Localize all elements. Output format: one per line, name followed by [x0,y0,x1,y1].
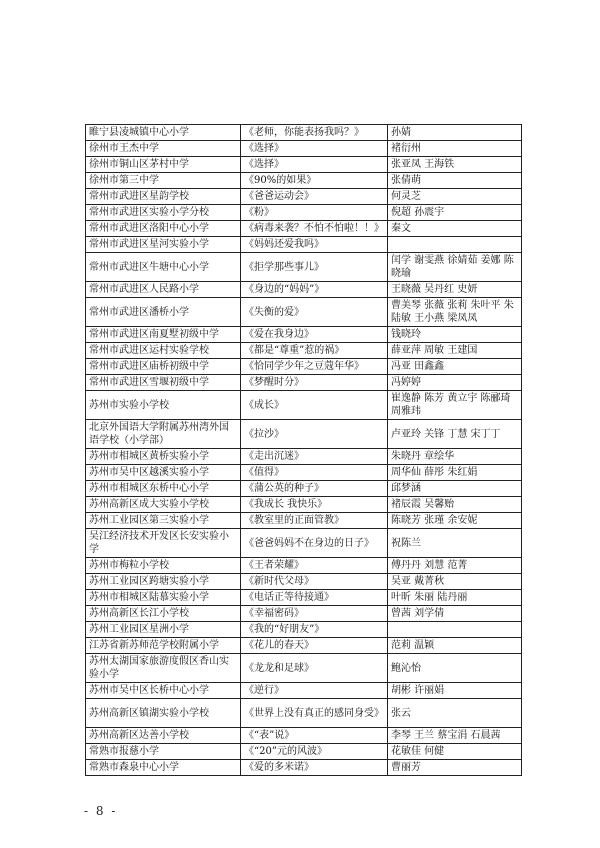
work-title-cell: 《失衡的爱》 [241,298,388,327]
work-title-cell: 《龙龙和足球》 [241,654,388,683]
work-title-cell: 《选择》 [241,157,388,173]
work-title-cell: 《世界上没有真正的感同身受》 [241,699,388,728]
table-row [86,221,522,237]
table-row [86,654,522,683]
work-title-cell: 《电话正等待接通》 [241,590,388,606]
table-row [86,391,522,420]
school-cell: 常州市武进区雪堰初级中学 [86,375,241,391]
table-row [86,590,522,606]
school-cell: 苏州高新区成大实验小学校 [86,497,241,513]
school-cell: 常州市武进区洛阳中心小学 [86,221,241,237]
authors-cell: 冯亚 田鑫鑫 [388,359,522,375]
table-row [86,173,522,189]
table-row [86,125,522,141]
authors-cell: 张云 [388,699,522,728]
table-row [86,157,522,173]
table-row [86,327,522,343]
table-row [86,465,522,481]
school-cell: 常熟市报慈小学 [86,744,241,760]
authors-cell: 周华仙 薛彤 朱红娟 [388,465,522,481]
school-cell: 常熟市森泉中心小学 [86,760,241,776]
authors-cell: 叶昕 朱丽 陆丹丽 [388,590,522,606]
school-cell: 苏州工业园区星洲小学 [86,622,241,638]
table-row [86,574,522,590]
table-row [86,513,522,529]
authors-cell: 秦文 [388,221,522,237]
school-cell: 苏州高新区长江小学校 [86,606,241,622]
work-title-cell: 《我的“好朋友”》 [241,622,388,638]
table-row [86,744,522,760]
authors-cell [388,622,522,638]
work-title-cell: 《拒学那些事儿》 [241,253,388,282]
school-cell: 江苏省新苏师范学校附属小学 [86,638,241,654]
school-cell: 吴江经济技术开发区长安实验小学 [86,529,241,558]
work-title-cell: 《身边的“妈妈”》 [241,282,388,298]
school-cell: 常州市武进区南夏墅初级中学 [86,327,241,343]
school-cell: 常州市武进区庙桥初级中学 [86,359,241,375]
work-title-cell: 《教室里的正面管教》 [241,513,388,529]
table-row [86,359,522,375]
school-cell: 苏州工业园区跨塘实验小学 [86,574,241,590]
school-cell: 常州市武进区星河实验小学 [86,237,241,253]
authors-cell: 胡彬 许丽娟 [388,683,522,699]
work-title-cell: 《爱的多米诺》 [241,760,388,776]
work-title-cell: 《值得》 [241,465,388,481]
authors-cell: 邱梦涵 [388,481,522,497]
school-cell: 徐州市铜山区茅村中学 [86,157,241,173]
table-row [86,481,522,497]
work-title-cell: 《走出沉迷》 [241,449,388,465]
authors-cell: 闰学 谢雯燕 徐婧茹 姜娜 陈晓瑜 [388,253,522,282]
authors-cell: 张倩萌 [388,173,522,189]
school-cell: 苏州市梅粒小学校 [86,558,241,574]
authors-cell: 何灵芝 [388,189,522,205]
award-table [85,124,522,776]
table-row [86,282,522,298]
work-title-cell: 《爸爸妈妈不在身边的日子》 [241,529,388,558]
work-title-cell: 《梦醒时分》 [241,375,388,391]
authors-cell: 傅丹丹 刘慧 范菁 [388,558,522,574]
school-cell: 常州市武进区潘桥小学 [86,298,241,327]
school-cell: 苏州工业园区第三实验小学 [86,513,241,529]
table-row [86,728,522,744]
table-row [86,253,522,282]
school-cell: 睢宁县凌城镇中心小学 [86,125,241,141]
table-row [86,760,522,776]
table-row [86,343,522,359]
table-row [86,529,522,558]
authors-cell: 朱晓丹 章绘华 [388,449,522,465]
authors-cell: 鲍沁怡 [388,654,522,683]
work-title-cell: 《都是“尊重”惹的祸》 [241,343,388,359]
school-cell: 苏州市相城区陆慕实验小学 [86,590,241,606]
work-title-cell: 《爱在我身边》 [241,327,388,343]
table-row [86,375,522,391]
authors-cell: 钱晓玲 [388,327,522,343]
authors-cell: 卢亚玲 关锋 丁慧 宋丁丁 [388,420,522,449]
work-title-cell: 《拉沙》 [241,420,388,449]
authors-cell: 曾茜 刘学倩 [388,606,522,622]
school-cell: 苏州太湖国家旅游度假区香山实验小学 [86,654,241,683]
school-cell: 苏州市相城区东桥中心小学 [86,481,241,497]
school-cell: 徐州市王杰中学 [86,141,241,157]
authors-cell: 孙婧 [388,125,522,141]
work-title-cell: 《我成长 我快乐》 [241,497,388,513]
work-title-cell: 《老师，你能表扬我吗？》 [241,125,388,141]
table-row [86,622,522,638]
authors-cell: 崔逸静 陈芳 黄立宇 陈郦琦 周雅玮 [388,391,522,420]
table-row [86,497,522,513]
work-title-cell: 《爸爸运动会》 [241,189,388,205]
table-row [86,683,522,699]
work-title-cell: 《“20”元的风波》 [241,744,388,760]
table-row [86,449,522,465]
work-title-cell: 《粉》 [241,205,388,221]
table-row [86,699,522,728]
authors-cell: 陈晓芳 张瑾 余安妮 [388,513,522,529]
work-title-cell: 《病毒来袭？不怕不怕啦！！》 [241,221,388,237]
authors-cell: 花敏佳 何健 [388,744,522,760]
work-title-cell: 《逆行》 [241,683,388,699]
authors-cell: 褚辰霞 吴馨贻 [388,497,522,513]
school-cell: 苏州高新区达善小学校 [86,728,241,744]
authors-cell: 张亚凤 王海铁 [388,157,522,173]
authors-cell: 范莉 温颖 [388,638,522,654]
authors-cell: 祝陈兰 [388,529,522,558]
work-title-cell: 《妈妈还爱我吗》 [241,237,388,253]
school-cell: 常州市武进区实验小学分校 [86,205,241,221]
work-title-cell: 《王者荣耀》 [241,558,388,574]
authors-cell: 倪超 孙震宇 [388,205,522,221]
authors-cell: 曹美琴 张薇 张莉 朱叶平 朱陆敏 王小燕 梁凤凤 [388,298,522,327]
authors-cell: 吴亚 戴菁秋 [388,574,522,590]
work-title-cell: 《成长》 [241,391,388,420]
school-cell: 苏州市实验小学校 [86,391,241,420]
table-row [86,558,522,574]
school-cell: 苏州高新区镇湖实验小学校 [86,699,241,728]
authors-cell: 李琴 王兰 蔡宝涓 石晨茜 [388,728,522,744]
table-row [86,638,522,654]
work-title-cell: 《90%的如果》 [241,173,388,189]
work-title-cell: 《选择》 [241,141,388,157]
table-row [86,237,522,253]
school-cell: 徐州市第三中学 [86,173,241,189]
authors-cell: 褚衍州 [388,141,522,157]
table-row [86,420,522,449]
page-number: - 8 - [84,804,118,818]
school-cell: 苏州市相城区黄桥实验小学 [86,449,241,465]
authors-cell: 薛亚萍 周敏 王建国 [388,343,522,359]
table-row [86,298,522,327]
table-row [86,205,522,221]
school-cell: 常州市武进区牛塘中心小学 [86,253,241,282]
work-title-cell: 《幸福密码》 [241,606,388,622]
school-cell: 常州市武进区星韵学校 [86,189,241,205]
work-title-cell: 《恰同学少年之豆蔻年华》 [241,359,388,375]
authors-cell [388,237,522,253]
school-cell: 苏州市吴中区长桥中心小学 [86,683,241,699]
school-cell: 常州市武进区运村实验学校 [86,343,241,359]
school-cell: 北京外国语大学附属苏州湾外国语学校（小学部） [86,420,241,449]
school-cell: 苏州市吴中区越溪实验小学 [86,465,241,481]
table-row [86,189,522,205]
table-row [86,606,522,622]
work-title-cell: 《花儿的春天》 [241,638,388,654]
authors-cell: 王晓薇 吴丹红 史妍 [388,282,522,298]
authors-cell: 冯婷婷 [388,375,522,391]
school-cell: 常州市武进区人民路小学 [86,282,241,298]
authors-cell: 曹丽芳 [388,760,522,776]
work-title-cell: 《蒲公英的种子》 [241,481,388,497]
award-table-body [86,125,522,776]
table-row [86,141,522,157]
work-title-cell: 《“表”说》 [241,728,388,744]
work-title-cell: 《新时代父母》 [241,574,388,590]
